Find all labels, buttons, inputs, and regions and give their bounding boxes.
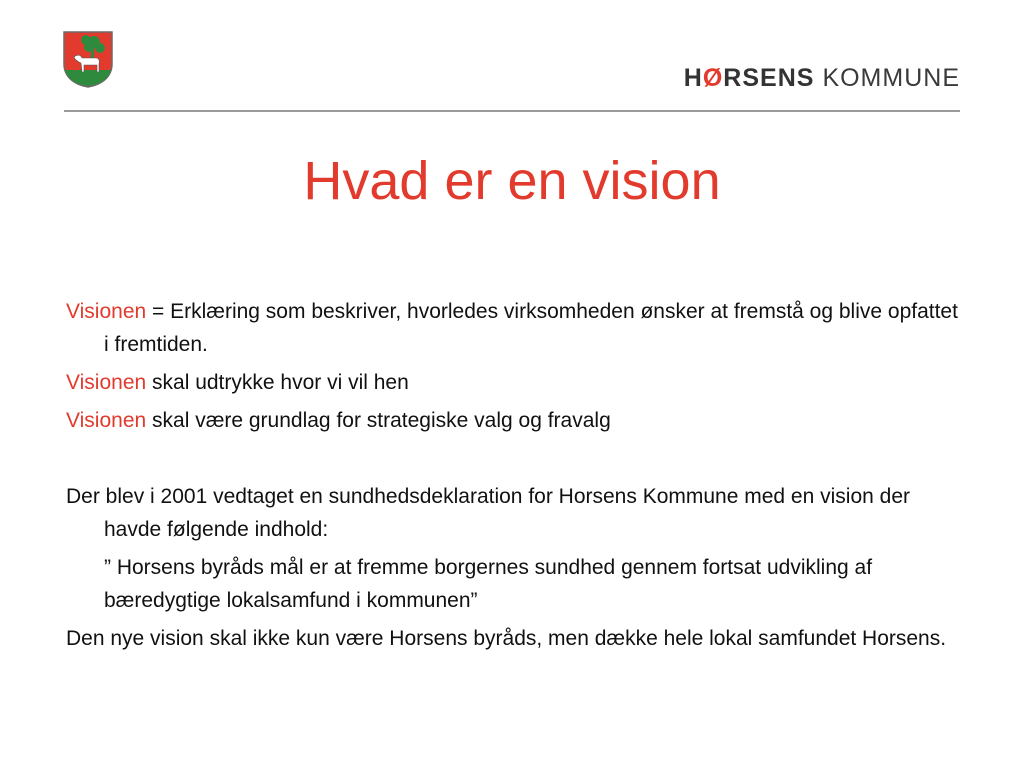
bullet-text: skal være grundlag for strategiske valg og fravalg [146,409,611,432]
keyword-visionen: Visionen [66,371,147,394]
brand-text-rsens: RSENS [723,64,815,92]
declaration-paragraph: Der blev i 2001 vedtaget en sundhedsdeklaration for Horsens Kommune med en vision der havde følgende indhold: [66,485,910,541]
spacer [66,442,966,480]
keyword-visionen: Visionen [66,300,147,323]
brand-logo [684,64,960,93]
brand-text-h: H [683,64,703,92]
brand-text-o: Ø [702,64,724,92]
keyword-visionen: Visionen [66,409,147,432]
vision-quote: ” Horsens byråds mål er at fremme borgernes sundhed gennem fortsat udvikling af bæredygtige lokalsamfund i kommunen” [104,556,873,612]
bullet-text: = Erklæring som beskriver, hvorledes virksomheden ønsker at fremstå og blive opfattet i fremtiden. [104,300,958,356]
slide-content [66,295,966,660]
bullet-foundation [66,404,966,437]
header-divider [64,110,960,112]
slide-title: Hvad er en vision [303,151,721,211]
bullet-definition [66,295,966,361]
coat-of-arms-icon [62,30,114,88]
new-vision-paragraph: Den nye vision skal ikke kun være Horsens byråds, men dække hele lokal samfundet Horsens. [66,627,947,650]
bullet-direction [66,366,966,399]
bullet-text: skal udtrykke hvor vi vil hen [146,371,409,394]
brand-text-kommune: KOMMUNE [822,64,960,92]
